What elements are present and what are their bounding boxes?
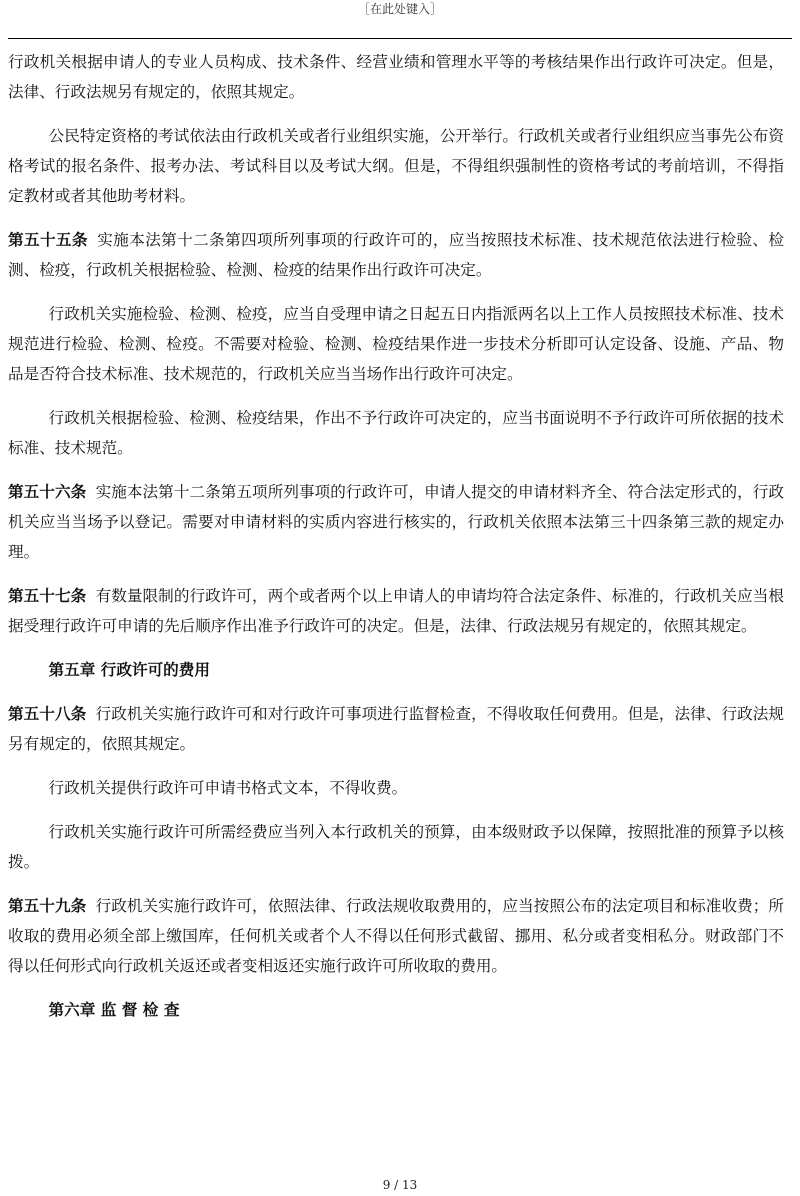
chapter-title: 第五章 行政许可的费用 (48, 661, 210, 679)
paragraph-text: 公民特定资格的考试依法由行政机关或者行业组织实施，公开举行。行政机关或者行业组织应当事先公布资格考试的报名条件、报考办法、考试科目以及考试大纲。但是，不得组织强制性的资格考试的考前培训，不得指定教材或者其他助考材料。 (8, 127, 784, 205)
article-55 (8, 225, 784, 285)
paragraph-text: 行政机关根据申请人的专业人员构成、技术条件、经营业绩和管理水平等的考核结果作出行政许可决定。但是，法律、行政法规另有规定的，依照其规定。 (8, 53, 784, 101)
paragraph-text: 行政机关根据检验、检测、检疫结果，作出不予行政许可决定的，应当书面说明不予行政许可所依据的技术标准、技术规范。 (8, 409, 784, 457)
article-text: 实施本法第十二条第四项所列事项的行政许可的，应当按照技术标准、技术规范依法进行检验、检测、检疫，行政机关根据检验、检测、检疫的结果作出行政许可决定。 (8, 231, 784, 279)
article-text: 有数量限制的行政许可，两个或者两个以上申请人的申请均符合法定条件、标准的，行政机关应当根据受理行政许可申请的先后顺序作出准予行政许可的决定。但是，法律、行政法规另有规定的，依照其规定。 (8, 587, 784, 635)
page-number: 9 / 13 (382, 1178, 418, 1192)
article-number: 第五十六条 (8, 483, 87, 501)
header-divider (8, 38, 792, 39)
paragraph-inspection-procedure (8, 299, 784, 389)
document-body (8, 47, 784, 1039)
article-number: 第五十八条 (8, 705, 87, 723)
article-text: 实施本法第十二条第五项所列事项的行政许可，申请人提交的申请材料齐全、符合法定形式的，行政机关应当当场予以登记。需要对申请材料的实质内容进行核实的，行政机关依照本法第三十四条第三款的规定办理。 (8, 483, 784, 561)
article-56 (8, 477, 784, 567)
page-header (0, 0, 800, 30)
article-number: 第五十七条 (8, 587, 87, 605)
header-placeholder-text: ［在此处键入］ (357, 2, 442, 16)
page-footer (0, 1178, 800, 1192)
article-number: 第五十五条 (8, 231, 88, 249)
paragraph-text: 行政机关实施检验、检测、检疫，应当自受理申请之日起五日内指派两名以上工作人员按照技术标准、技术规范进行检验、检测、检疫。不需要对检验、检测、检疫结果作进一步技术分析即可认定设备、设施、产品、物品是否符合技术标准、技术规范的，行政机关应当当场作出行政许可决定。 (8, 305, 784, 383)
article-58 (8, 699, 784, 759)
chapter-5-heading (8, 655, 784, 685)
paragraph-inspection-refusal (8, 403, 784, 463)
chapter-6-heading (8, 995, 784, 1025)
article-text: 行政机关实施行政许可和对行政许可事项进行监督检查，不得收取任何费用。但是，法律、行政法规另有规定的，依照其规定。 (8, 705, 784, 753)
chapter-title: 第六章 监 督 检 查 (48, 1001, 180, 1019)
paragraph-exam-qualification (8, 121, 784, 211)
paragraph-text: 行政机关实施行政许可所需经费应当列入本行政机关的预算，由本级财政予以保障，按照批准的预算予以核拨。 (8, 823, 784, 871)
article-59 (8, 891, 784, 981)
article-text: 行政机关实施行政许可，依照法律、行政法规收取费用的，应当按照公布的法定项目和标准收费；所收取的费用必须全部上缴国库，任何机关或者个人不得以任何形式截留、挪用、私分或者变相私分。财政部门不得以任何形式向行政机关返还或者变相返还实施行政许可所收取的费用。 (8, 897, 784, 975)
paragraph-continuation (8, 47, 784, 107)
paragraph-budget (8, 817, 784, 877)
paragraph-text: 行政机关提供行政许可申请书格式文本，不得收费。 (48, 779, 408, 797)
paragraph-form-text-free (8, 773, 784, 803)
article-57 (8, 581, 784, 641)
article-number: 第五十九条 (8, 897, 87, 915)
